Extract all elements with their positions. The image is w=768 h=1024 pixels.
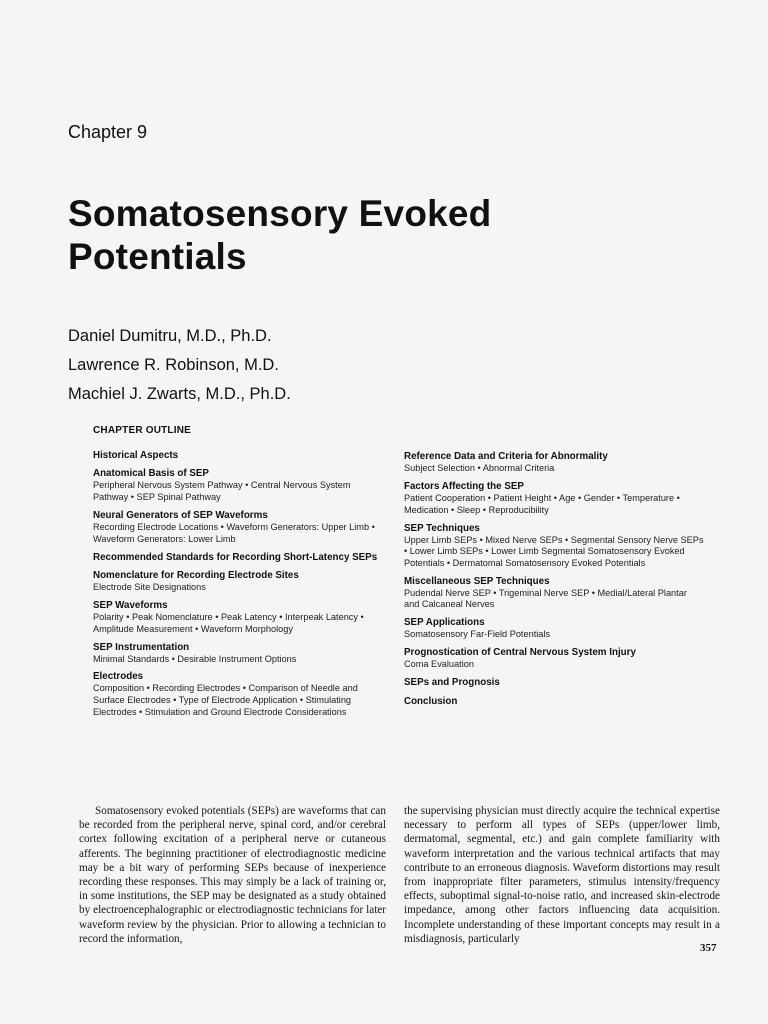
author-name: Lawrence R. Robinson, M.D. [68, 356, 279, 374]
outline-section-heading: Factors Affecting the SEP [404, 480, 524, 492]
outline-section-items: Somatosensory Far-Field Potentials [404, 629, 551, 640]
outline-heading: CHAPTER OUTLINE [93, 425, 191, 436]
outline-section [404, 451, 704, 475]
outline-section [93, 468, 383, 503]
outline-section [93, 450, 383, 462]
outline-section-heading: Reference Data and Criteria for Abnormality [404, 451, 608, 462]
author-list [68, 322, 291, 409]
outline-section [404, 647, 704, 671]
outline-section [93, 510, 383, 545]
outline-section [93, 671, 383, 718]
outline-section-heading: Historical Aspects [93, 450, 179, 461]
outline-section-items: Upper Limb SEPs • Mixed Nerve SEPs • Segmental Sensory Nerve SEPs • Lower Limb SEPs • Lower Limb Segmental Somatosensory Evoked Potentials • Dermatomal Somatosensory Evoked Potentials [404, 534, 704, 568]
outline-section-items: Polarity • Peak Nomenclature • Peak Latency • Interpeak Latency • Amplitude Measurement • Waveform Morphology [93, 611, 364, 634]
outline-section-heading: SEPs and Prognosis [404, 677, 500, 689]
outline-section-heading: Anatomical Basis of SEP [93, 468, 209, 480]
outline-section-items: Peripheral Nervous System Pathway • Central Nervous System Pathway • SEP Spinal Pathway [93, 480, 351, 502]
outline-section-heading: SEP Waveforms [93, 599, 168, 611]
outline-section-items: Recording Electrode Locations • Waveform Generators: Upper Limb • Waveform Generators: Lower Limb [93, 521, 375, 544]
outline-section-items: Coma Evaluation [404, 659, 474, 670]
outline-section [404, 617, 704, 641]
outline-section-heading: Prognostication of Central Nervous System Injury [404, 647, 636, 659]
outline-section [404, 481, 704, 516]
outline-section-heading: Miscellaneous SEP Techniques [404, 575, 550, 587]
body-text-column-right [404, 804, 720, 946]
outline-section-items: Electrode Site Designations [93, 581, 206, 592]
body-text-column-left [79, 804, 386, 946]
outline-section-heading: Conclusion [404, 695, 458, 707]
chapter-title-line: Potentials [68, 236, 247, 277]
outline-section-heading: Neural Generators of SEP Waveforms [93, 509, 268, 521]
page-number: 357 [700, 942, 717, 954]
outline-section-items: Patient Cooperation • Patient Height • Age • Gender • Temperature • Medication • Sleep • Reproducibility [404, 492, 680, 515]
outline-section-heading: SEP Instrumentation [93, 641, 190, 653]
author-name: Machiel J. Zwarts, M.D., Ph.D. [68, 385, 291, 403]
outline-column-left [93, 450, 383, 725]
outline-section-items: Minimal Standards • Desirable Instrument Options [93, 653, 297, 664]
outline-section [93, 570, 383, 594]
body-paragraph: the supervising physician must directly acquire the technical expertise necessary to perform all types of SEPs (upper/lower limb, dermatomal, segmental, etc.) and gain complete familiarity with waveform interpretation and the various technical artifacts that may contribute to an erroneous diagnosis. Waveform distortions may result from inappropriate filter parameters, stimulus intensity/frequency effects, suboptimal signal-to-noise ratio, and increased skin-electrode impedance, among other factors influencing data acquisition. Incomplete understanding of these important concepts may result in a misdiagnosis, particularly [404, 805, 720, 945]
outline-section-items: Composition • Recording Electrodes • Comparison of Needle and Surface Electrodes • Type of Electrode Application • Stimulating Electrodes • Stimulation and Ground Electrode Considerations [93, 683, 358, 717]
chapter-label: Chapter 9 [68, 122, 148, 142]
outline-section-heading: SEP Applications [404, 617, 485, 629]
outline-section-heading: Electrodes [93, 671, 144, 683]
outline-section-heading: Nomenclature for Recording Electrode Sites [93, 569, 299, 581]
outline-section-heading: SEP Techniques [404, 522, 480, 534]
body-paragraph: Somatosensory evoked potentials (SEPs) are waveforms that can be recorded from the peripheral nerve, spinal cord, and/or cerebral cortex following excitation of a peripheral nerve or cutaneous afferents. The beginning practitioner of electrodiagnostic medicine may be a bit wary of performing SEPs because of inexperience recording these responses. This may simply be a lack of training or, in some institutions, the SEP may be designated as a study obtained by electroencephalographic or electrodiagnostic technicians for later waveform review by the physician. Prior to allowing a technician to record the information, [79, 805, 386, 945]
chapter-title-line: Somatosensory Evoked [68, 193, 492, 234]
outline-section-items: Subject Selection • Abnormal Criteria [404, 463, 555, 473]
outline-section [93, 552, 383, 564]
outline-section [404, 523, 704, 570]
outline-section [404, 576, 704, 611]
author-name: Daniel Dumitru, M.D., Ph.D. [68, 327, 272, 345]
outline-section-heading: Recommended Standards for Recording Short-Latency SEPs [93, 551, 378, 563]
outline-section [404, 677, 704, 689]
outline-section [93, 600, 383, 635]
chapter-title [68, 192, 708, 278]
outline-section-items: Pudendal Nerve SEP • Trigeminal Nerve SEP • Medial/Lateral Plantar and Calcaneal Nerves [404, 587, 687, 610]
outline-section [93, 642, 383, 666]
outline-column-right [404, 451, 704, 714]
outline-section [404, 696, 704, 708]
